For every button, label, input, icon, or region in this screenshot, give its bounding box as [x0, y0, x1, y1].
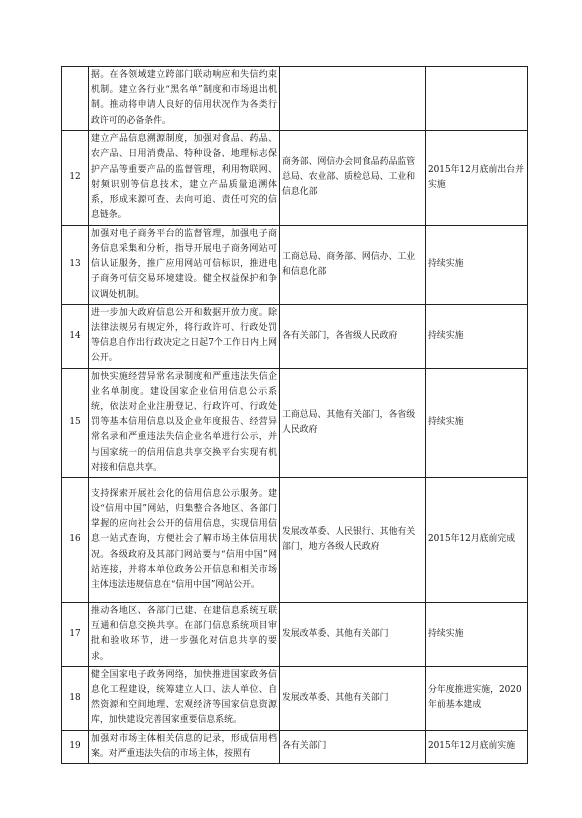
responsible-department: [280, 67, 426, 131]
table-row: [62, 130, 528, 225]
measure-text: 加快实施经营异常名录制度和严重违法失信企业名单制度。建设国家企业信用信息公示系统，依法对企业注册登记、行政许可、行政处罚等基本信用信息以及企业年度报告、经营异常名录和严重违法失信企业名单进行公示，并与国家统一的信用信息共享交换平台实现有机对接和信息共享。: [89, 368, 280, 477]
row-number: 14: [62, 304, 89, 368]
table-row: [62, 603, 528, 667]
timeline: 2015年12月底前完成: [426, 478, 528, 603]
timeline: 分年度推进实施，2020年前基本建成: [426, 666, 528, 730]
table-row: [62, 225, 528, 304]
timeline: 持续实施: [426, 225, 528, 304]
table-row: [62, 478, 528, 603]
responsible-department: 商务部、网信办会同食品药品监管总局、农业部、质检总局、工业和信息化部: [280, 130, 426, 225]
measure-text: 进一步加大政府信息公开和数据开放力度。除法律法规另有规定外，将行政许可、行政处罚等信息自作出行政决定之日起7个工作日内上网公开。: [89, 304, 280, 368]
row-number: 12: [62, 130, 89, 225]
row-number: 18: [62, 666, 89, 730]
timeline: 持续实施: [426, 603, 528, 667]
measure-text: 加强对电子商务平台的监督管理，加强电子商务信息采集和分析，指导开展电子商务网站可信认证服务，推广应用网站可信标识，推进电子商务可信交易环境建设。健全权益保护和争议调处机制。: [89, 225, 280, 304]
row-number: 13: [62, 225, 89, 304]
measures-table: [61, 66, 528, 764]
timeline: 2015年12月底前出台并实施: [426, 130, 528, 225]
measure-text: 据。在各领域建立跨部门联动响应和失信约束机制。建立各行业“黑名单”制度和市场退出机制。推动将申请人良好的信用状况作为各类行政许可的必备条件。: [89, 67, 280, 131]
responsible-department: 各有关部门: [280, 730, 426, 763]
measure-text: 加强对市场主体相关信息的记录，形成信用档案。对严重违法失信的市场主体，按照有: [89, 730, 280, 763]
timeline: 2015年12月底前实施: [426, 730, 528, 763]
row-number: 16: [62, 478, 89, 603]
table-row: [62, 666, 528, 730]
measure-text: 建立产品信息溯源制度，加强对食品、药品、农产品、日用消费品、特种设备、地理标志保护产品等重要产品的监督管理，利用物联网、射频识别等信息技术，建立产品质量追溯体系，形成来源可查、去向可追、责任可究的信息链条。: [89, 130, 280, 225]
row-number: 15: [62, 368, 89, 477]
responsible-department: 各有关部门，各省级人民政府: [280, 304, 426, 368]
responsible-department: 发展改革委、人民银行、其他有关部门，地方各级人民政府: [280, 478, 426, 603]
responsible-department: 发展改革委、其他有关部门: [280, 603, 426, 667]
timeline: 持续实施: [426, 368, 528, 477]
responsible-department: 工商总局、其他有关部门，各省级人民政府: [280, 368, 426, 477]
timeline: [426, 67, 528, 131]
row-number: [62, 67, 89, 131]
measures-table-body: [62, 67, 528, 764]
responsible-department: 发展改革委、其他有关部门: [280, 666, 426, 730]
row-number: 19: [62, 730, 89, 763]
table-row: [62, 67, 528, 131]
table-row: [62, 730, 528, 763]
measure-text: 推动各地区、各部门已建、在建信息系统互联互通和信息交换共享。在部门信息系统项目审批和验收环节，进一步强化对信息共享的要求。: [89, 603, 280, 667]
table-row: [62, 304, 528, 368]
row-number: 17: [62, 603, 89, 667]
responsible-department: 工商总局、商务部、网信办、工业和信息化部: [280, 225, 426, 304]
measure-text: 支持探索开展社会化的信用信息公示服务。建设“信用中国”网站，归集整合各地区、各部门掌握的应向社会公开的信用信息，实现信用信息一站式查询，方便社会了解市场主体信用状况。各级政府及其部门网站要与“信用中国”网站连接，并将本单位政务公开信息和相关市场主体违法违规信息在“信用中国”网站公开。: [89, 478, 280, 603]
timeline: 持续实施: [426, 304, 528, 368]
measure-text: 健全国家电子政务网络，加快推进国家政务信息化工程建设，统筹建立人口、法人单位、自然资源和空间地理、宏观经济等国家信息资源库，加快建设完善国家重要信息系统。: [89, 666, 280, 730]
table-row: [62, 368, 528, 477]
